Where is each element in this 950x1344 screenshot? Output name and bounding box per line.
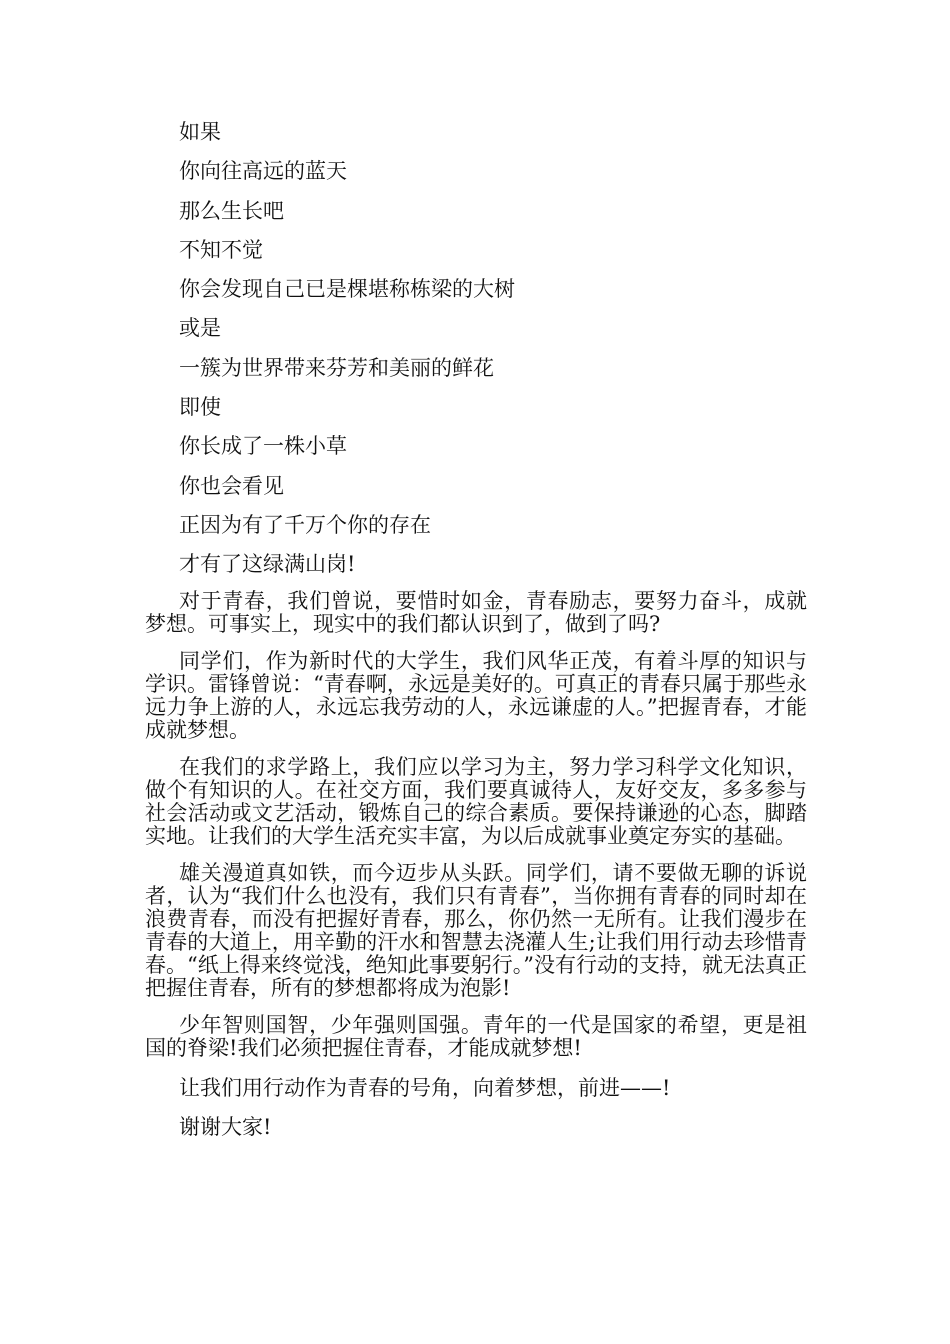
body-paragraph: 对于青春，我们曾说，要惜时如金，青春励志，要努力奋斗，成就梦想。可事实上，现实中的我们都认识到了，做到了吗? xyxy=(145,588,807,636)
poem-line: 你向往高远的蓝天 xyxy=(179,159,347,184)
poem-line: 即使 xyxy=(179,395,221,420)
poem-line: 如果 xyxy=(179,120,221,144)
poem-line: 一簇为世界带来芬芳和美丽的鲜花 xyxy=(179,355,494,380)
poem-line: 你会发现自己已是棵堪称栋梁的大树 xyxy=(179,277,515,302)
poem-line: 或是 xyxy=(179,316,221,341)
poem-line: 那么生长吧 xyxy=(179,198,284,223)
closing-line: 让我们用行动作为青春的号角，向着梦想，前进——! xyxy=(179,1075,671,1100)
body-paragraph: 少年智则国智，少年强则国强。青年的一代是国家的希望，更是祖国的脊梁!我们必须把握住青春，才能成就梦想! xyxy=(145,1012,807,1060)
poem-line: 正因为有了千万个你的存在 xyxy=(179,512,431,537)
poem-line: 你也会看见 xyxy=(179,473,284,498)
body-paragraph: 在我们的求学路上，我们应以学习为主，努力学习科学文化知识，做个有知识的人。在社交方面，我们要真诚待人，友好交友，多多参与社会活动或文艺活动，锻炼自己的综合素质。要保持谦逊的心态，脚踏实地。让我们的大学生活充实丰富，为以后成就事业奠定夯实的基础。 xyxy=(145,754,807,848)
body-paragraph: 同学们，作为新时代的大学生，我们风华正茂，有着斗厚的知识与学识。雷锋曾说：“青春啊，永远是美好的。可真正的青春只属于那些永远力争上游的人，永远忘我劳动的人，永远谦虚的人。”把握青春，才能成就梦想。 xyxy=(145,648,807,742)
poem-section xyxy=(145,118,807,578)
poem-line: 不知不觉 xyxy=(179,237,263,262)
body-paragraph: 雄关漫道真如铁，而今迈步从头跃。同学们，请不要做无聊的诉说者，认为“我们什么也没有，我们只有青春”，当你拥有青春的同时却在浪费青春，而没有把握好青春，那么，你仍然一无所有。让我们漫步在青春的大道上，用辛勤的汗水和智慧去浇灌人生;让我们用行动去珍惜青春。“纸上得来终觉浅，绝知此事要躬行。”没有行动的支持，就无法真正把握住青春，所有的梦想都将成为泡影! xyxy=(145,860,807,1000)
poem-line: 才有了这绿满山岗! xyxy=(179,552,356,577)
closing-section xyxy=(145,1074,807,1141)
poem-line: 你长成了一株小草 xyxy=(179,434,347,459)
body-section xyxy=(145,590,807,1060)
closing-thanks: 谢谢大家! xyxy=(179,1114,272,1139)
document-page xyxy=(145,118,807,1152)
